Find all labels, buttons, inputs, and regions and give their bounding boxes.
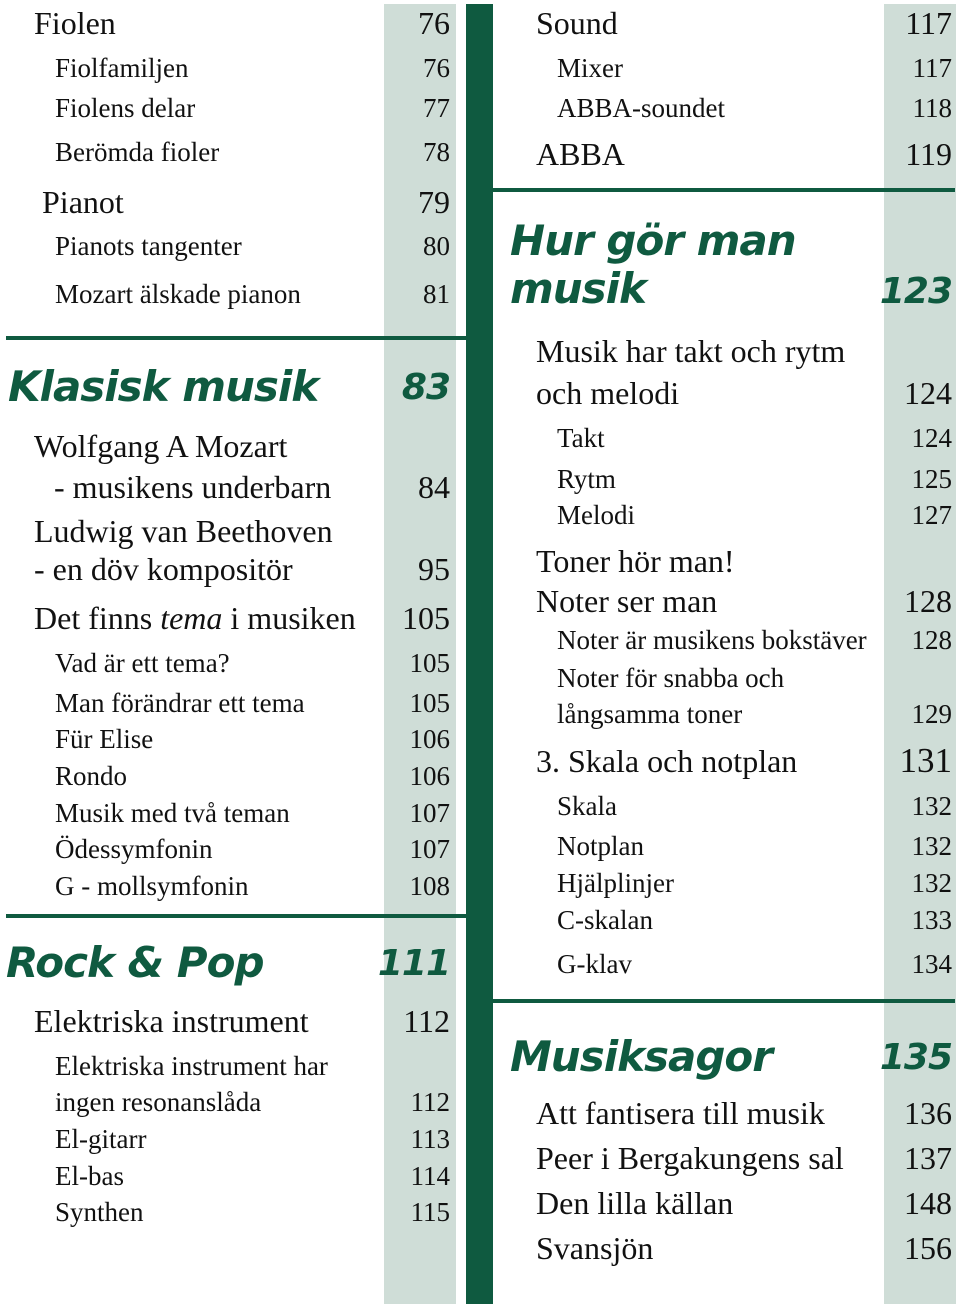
toc-subentry-title[interactable]: Rytm: [557, 464, 616, 494]
toc-subentry-title[interactable]: Noter för snabba och: [557, 663, 785, 693]
toc-page-number: 76: [423, 53, 450, 83]
toc-subentry-title[interactable]: G-klav: [557, 949, 632, 979]
toc-page-number: 117: [905, 5, 952, 41]
toc-page-number: 117: [912, 53, 952, 83]
toc-entry-title[interactable]: Elektriska instrument: [34, 1003, 309, 1039]
toc-page-number: 131: [899, 741, 952, 780]
toc-subentry-title-continued[interactable]: ingen resonanslåda: [55, 1087, 262, 1117]
toc-entry-title[interactable]: [34, 602, 356, 634]
section-page-number: 83: [401, 367, 450, 408]
toc-page-number: 79: [418, 184, 450, 220]
toc-page-number: 105: [409, 688, 450, 718]
toc-page-number: 81: [423, 279, 450, 309]
toc-page-number: 95: [418, 551, 450, 587]
toc-subentry-title[interactable]: Hjälplinjer: [557, 868, 674, 898]
toc-page-number: 128: [911, 625, 952, 655]
toc-entry-title[interactable]: Wolfgang A Mozart: [34, 428, 288, 464]
toc-subentry-title[interactable]: Man förändrar ett tema: [55, 688, 305, 718]
toc-entry-title[interactable]: Svansjön: [536, 1230, 654, 1266]
toc-page-number: 105: [409, 648, 450, 678]
toc-page-number: 129: [911, 699, 952, 729]
toc-entry-title[interactable]: Den lilla källan: [536, 1185, 734, 1221]
toc-entry-title[interactable]: Peer i Bergakungens sal: [536, 1140, 844, 1176]
toc-entry-title[interactable]: Fiolen: [34, 5, 116, 41]
toc-page-number: 107: [409, 834, 450, 864]
toc-page-number: 107: [409, 798, 450, 828]
toc-page-number: 124: [911, 423, 952, 453]
toc-entry-title[interactable]: ABBA: [536, 136, 625, 172]
toc-page-number: 125: [911, 464, 952, 494]
toc-page-number: 112: [410, 1087, 450, 1117]
toc-page-number: 113: [410, 1124, 450, 1154]
toc-page-number: 132: [911, 831, 952, 861]
toc-subentry-title[interactable]: G - mollsymfonin: [55, 871, 249, 901]
section-heading[interactable]: Hur gör man: [510, 216, 796, 265]
column-divider: [466, 4, 493, 1304]
title-text: i musiken: [222, 600, 356, 636]
toc-page-number: 78: [423, 137, 450, 167]
toc-subentry-title[interactable]: Mixer: [557, 53, 623, 83]
toc-subentry-title[interactable]: Synthen: [55, 1197, 144, 1227]
toc-subentry-title[interactable]: Pianots tangenter: [55, 231, 242, 261]
toc-entry-title[interactable]: 3. Skala och notplan: [536, 743, 798, 779]
section-rule: [493, 188, 955, 192]
toc-entry-title[interactable]: Noter ser man: [536, 583, 718, 619]
toc-page-number: 119: [905, 136, 952, 172]
toc-subentry-title[interactable]: Skala: [557, 791, 617, 821]
section-page-number: 111: [377, 943, 450, 984]
toc-page-number: 118: [912, 93, 952, 123]
toc-page-number: 134: [911, 949, 952, 979]
toc-page-number: 148: [904, 1185, 952, 1221]
toc-subentry-title[interactable]: Melodi: [557, 500, 635, 530]
toc-page-number: 132: [911, 868, 952, 898]
section-heading[interactable]: Klasisk musik: [8, 362, 319, 411]
section-heading[interactable]: Musiksagor: [510, 1032, 772, 1081]
section-rule: [493, 999, 955, 1003]
toc-page-number: 106: [409, 761, 450, 791]
toc-entry-title-continued[interactable]: - musikens underbarn: [54, 469, 332, 505]
toc-page-number: 108: [409, 871, 450, 901]
toc-entry-title[interactable]: Sound: [536, 5, 618, 41]
toc-subentry-title[interactable]: Berömda fioler: [55, 137, 220, 167]
section-heading[interactable]: Rock & Pop: [6, 938, 264, 987]
toc-page-number: 80: [423, 231, 450, 261]
toc-subentry-title-continued[interactable]: långsamma toner: [557, 699, 743, 729]
toc-entry-title-continued[interactable]: - en döv kompositör: [34, 551, 293, 587]
toc-page-number: 124: [904, 375, 952, 411]
toc-page-number: 77: [423, 93, 450, 123]
toc-page-number: 137: [904, 1140, 952, 1176]
toc-page-number: 128: [904, 583, 952, 619]
section-page-number: 135: [879, 1037, 952, 1078]
toc-page-number: 156: [904, 1230, 952, 1266]
toc-page-number: 114: [410, 1161, 450, 1191]
toc-subentry-title[interactable]: Für Elise: [55, 724, 154, 754]
toc-subentry-title[interactable]: C-skalan: [557, 905, 653, 935]
toc-subentry-title[interactable]: Ödessymfonin: [55, 834, 213, 864]
toc-subentry-title[interactable]: Mozart älskade pianon: [55, 279, 301, 309]
toc-subentry-title[interactable]: Musik med två teman: [55, 798, 290, 828]
toc-page-number: 136: [904, 1095, 952, 1131]
toc-entry-title[interactable]: Toner hör man!: [536, 543, 735, 579]
toc-subentry-title[interactable]: Notplan: [557, 831, 644, 861]
toc-entry-title[interactable]: Ludwig van Beethoven: [34, 513, 333, 549]
toc-subentry-title[interactable]: Vad är ett tema?: [55, 648, 230, 678]
toc-subentry-title[interactable]: Takt: [557, 423, 605, 453]
toc-page-number: 84: [418, 469, 450, 505]
toc-entry-title-continued[interactable]: och melodi: [536, 375, 680, 411]
toc-page-number: 132: [911, 791, 952, 821]
toc-subentry-title[interactable]: Fiolfamiljen: [55, 53, 189, 83]
toc-entry-title[interactable]: Pianot: [42, 184, 124, 220]
toc-page-number: 105: [402, 600, 450, 636]
toc-subentry-title[interactable]: Fiolens delar: [55, 93, 196, 123]
toc-page-number: 133: [911, 905, 952, 935]
section-page-number: 123: [879, 271, 952, 312]
toc-page-number: 106: [409, 724, 450, 754]
toc-subentry-title[interactable]: ABBA-soundet: [557, 93, 725, 123]
toc-subentry-title[interactable]: Elektriska instrument har: [55, 1051, 328, 1081]
toc-entry-title[interactable]: Att fantisera till musik: [536, 1095, 825, 1131]
toc-subentry-title[interactable]: El-gitarr: [55, 1124, 147, 1154]
toc-entry-title[interactable]: Musik har takt och rytm: [536, 333, 846, 369]
toc-page-number: 127: [911, 500, 952, 530]
title-text: Det finns: [34, 600, 161, 636]
toc-page-number: 115: [410, 1197, 450, 1227]
toc-subentry-title[interactable]: Noter är musikens bokstäver: [557, 625, 867, 655]
toc-subentry-title[interactable]: El-bas: [55, 1161, 124, 1191]
toc-page-number: 76: [418, 5, 450, 41]
section-heading-continued[interactable]: musik: [510, 264, 646, 313]
toc-page-number: 112: [403, 1003, 450, 1039]
title-emphasis: tema: [160, 600, 223, 636]
section-rule: [6, 336, 466, 340]
toc-subentry-title[interactable]: Rondo: [55, 761, 128, 791]
section-rule: [6, 914, 466, 918]
